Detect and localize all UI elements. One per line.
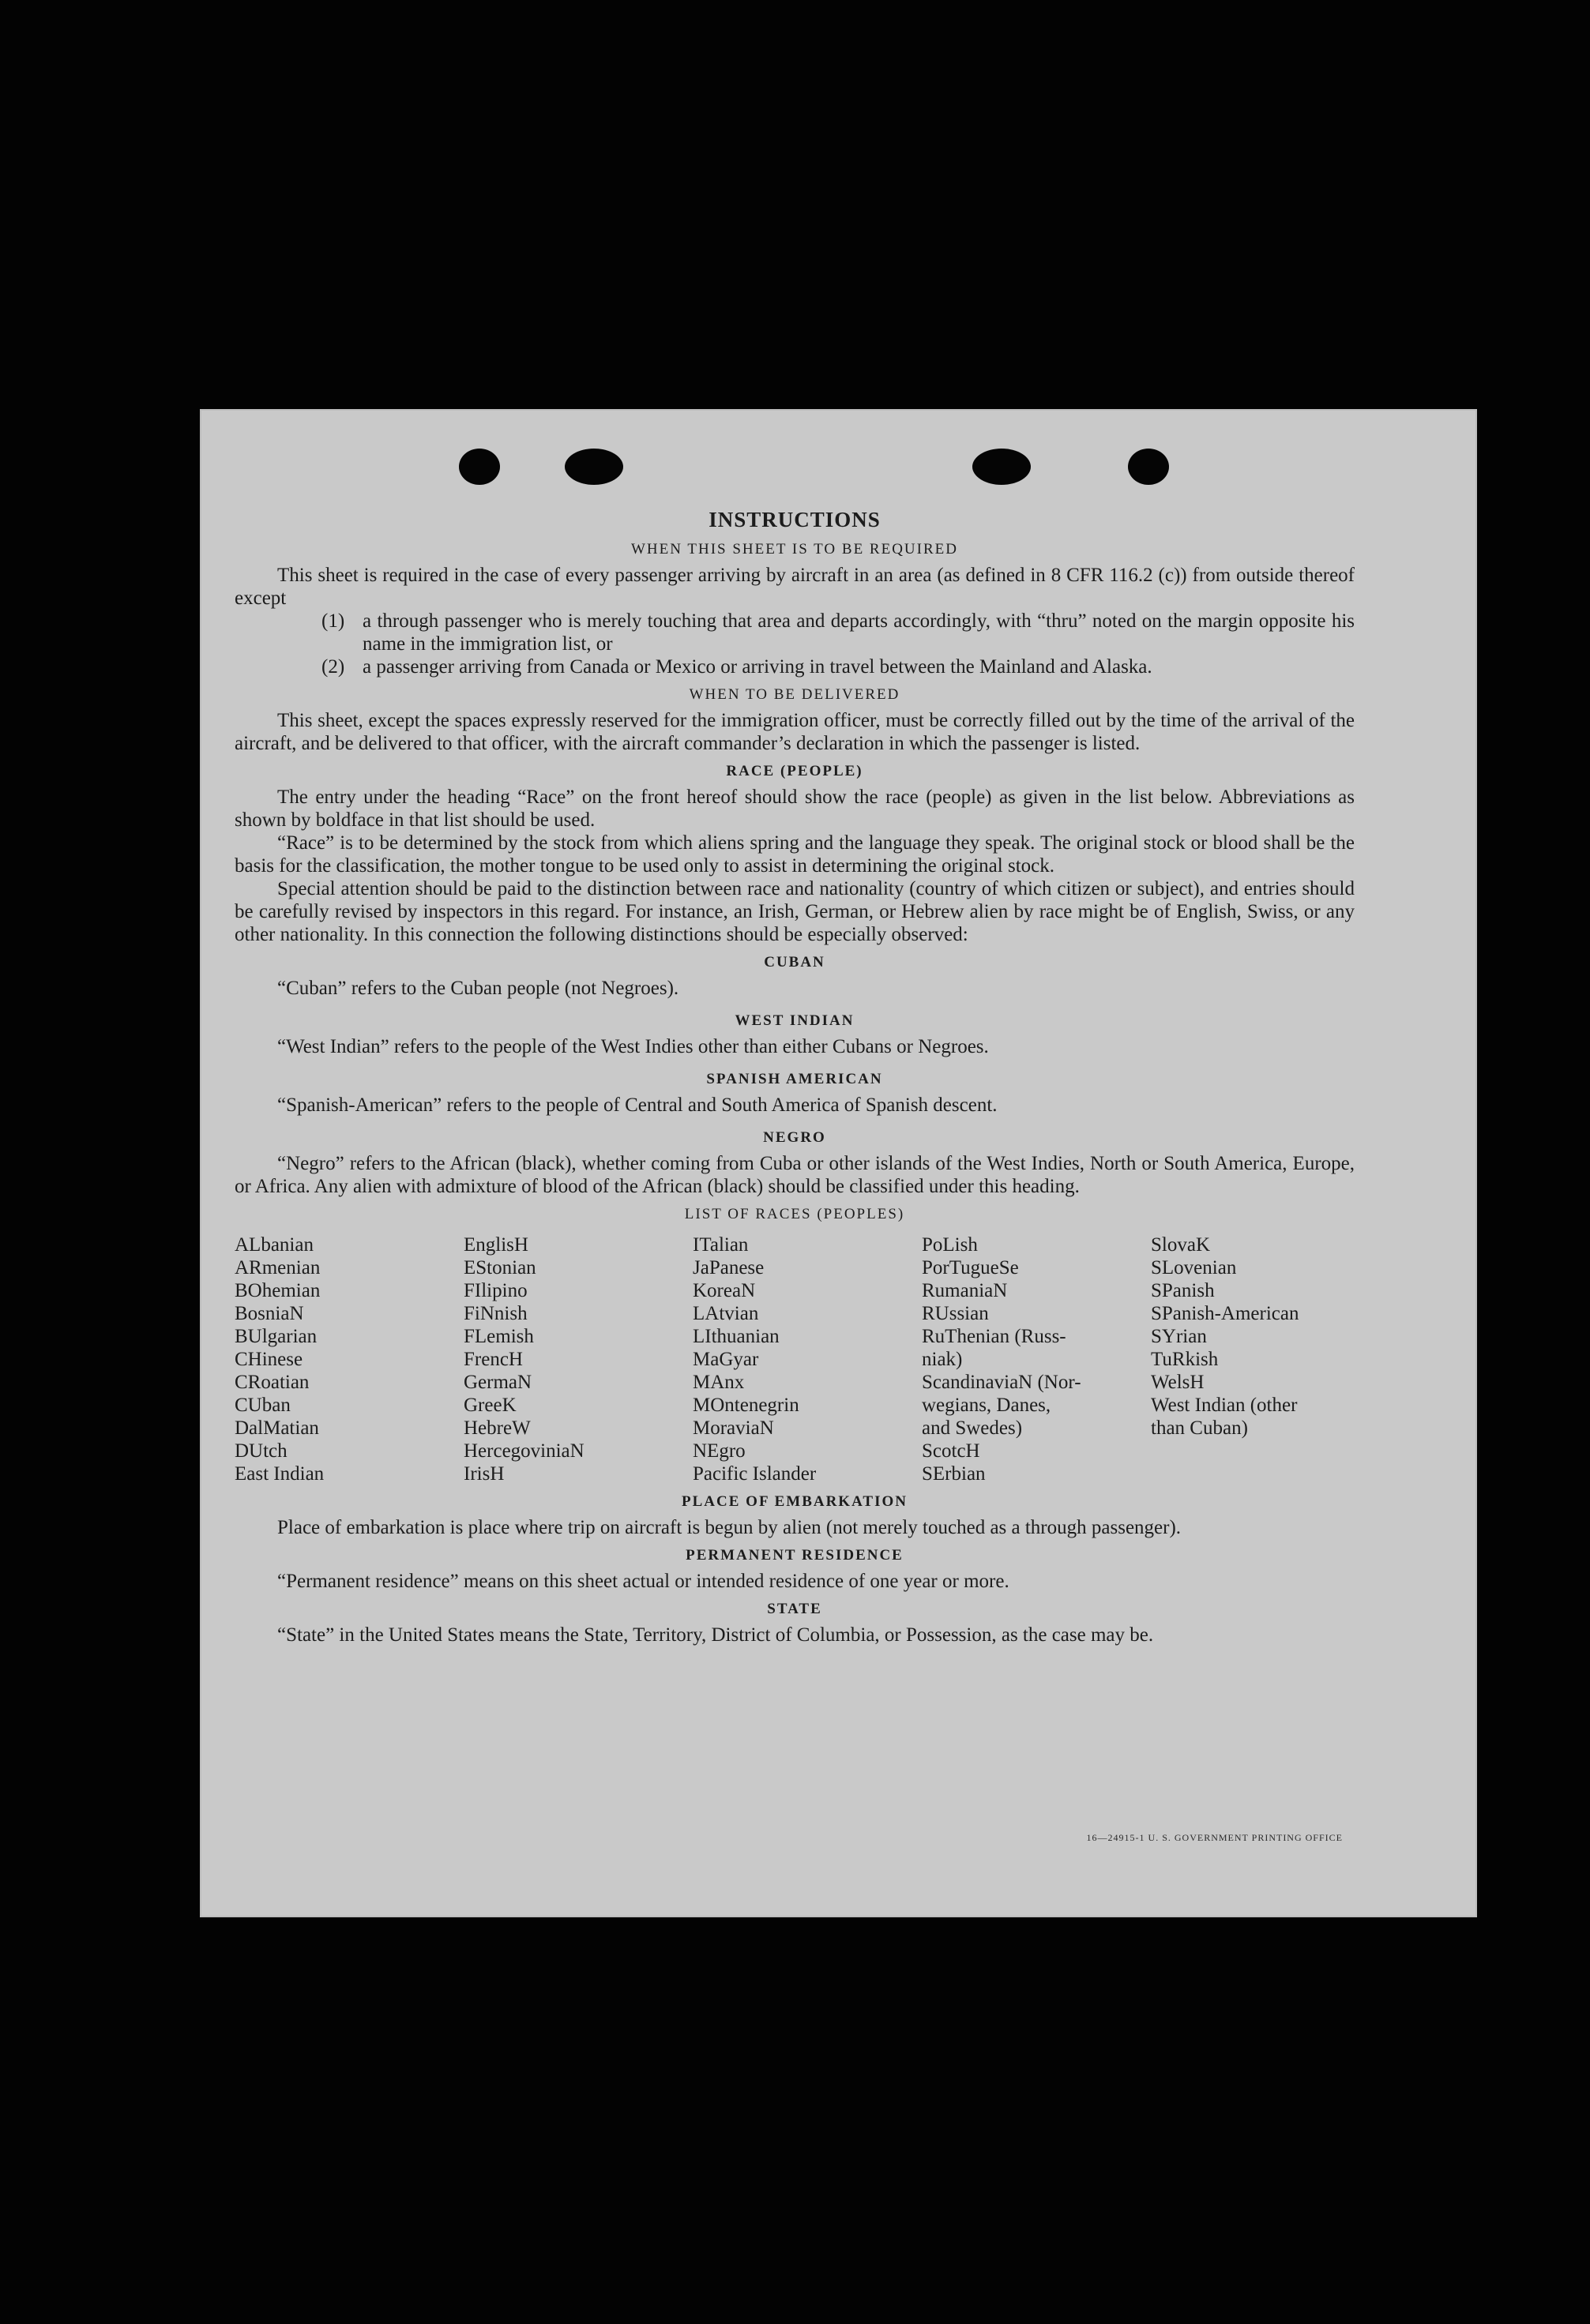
race-entry: DalMatian [235,1417,319,1439]
race-entry: ScandinaviaN (Nor- [922,1372,1081,1393]
residence-text: “Permanent residence” means on this sheet actual or intended residence of one year or more. [277,1571,1009,1592]
race-entry: BOhemian [235,1280,321,1301]
race-entry: KoreaN [693,1280,756,1301]
section-heading-required: WHEN THIS SHEET IS TO BE REQUIRED [631,541,958,558]
race-entry: FIlipino [464,1280,528,1301]
race-entry: FiNnish [464,1303,528,1324]
race-entry: ScotcH [922,1440,980,1462]
race-entry: EStonian [464,1257,536,1278]
exception-number: (1) [321,610,345,632]
race-paragraph: Special attention should be paid to the distinction between race and nationality (country of which citizen or subject), and entries should be carefully revised by inspectors in this regard. For instance, an Irish, German, or Hebrew alien by race might be of English, Swiss, or any other nationality. In this connection the following distinctions should be especially observed: [235,878,1355,945]
races-column [464,1233,693,1485]
race-entry: RumaniaN [922,1280,1008,1301]
race-entry: Pacific Islander [693,1463,817,1485]
race-entry: SlovaK [1151,1234,1210,1256]
race-entry: SLovenian [1151,1257,1237,1278]
races-column [693,1233,922,1485]
race-entry: RUssian [922,1303,989,1324]
exception-text: a through passenger who is merely touching that area and departs accordingly, with “thru” noted on the margin opposite his name in the immigration list, or [363,610,1355,655]
exception-number: (2) [321,656,345,678]
race-paragraph: “Race” is to be determined by the stock from which aliens spring and the language they speak. The original stock or blood shall be the basis for the classification, the mother tongue to be used only to assist in determining the original stock. [235,832,1355,877]
race-entry: ALbanian [235,1234,314,1256]
exception-item [321,610,1355,655]
west-indian-text: “West Indian” refers to the people of the West Indies other than either Cubans or Negroes. [277,1036,989,1057]
race-entry: CRoatian [235,1372,310,1393]
race-entry: MoraviaN [693,1417,774,1439]
section-heading-race: RACE (PEOPLE) [726,763,863,779]
instructions-content [235,509,1355,1646]
required-intro: This sheet is required in the case of every passenger arriving by aircraft in an area (as defined in 8 CFR 116.2 (c)) from outside thereof except [235,565,1355,609]
race-entry: SYrian [1151,1326,1207,1347]
section-heading-residence: PERMANENT RESIDENCE [686,1547,904,1564]
section-heading-embarkation: PLACE OF EMBARKATION [682,1493,908,1510]
race-entry: wegians, Danes, [922,1395,1051,1416]
race-entry: LAtvian [693,1303,759,1324]
race-entry: IrisH [464,1463,505,1485]
race-paragraph: The entry under the heading “Race” on the front hereof should show the race (people) as given in the list below. Abbreviations as shown by boldface in that list should be used. [235,787,1355,831]
section-heading-negro: NEGRO [763,1129,826,1146]
negro-text: “Negro” refers to the African (black), whether coming from Cuba or other islands of the West Indies, North or South America, Europe, or Africa. Any alien with admixture of blood of the African (black) should be classified under this heading. [235,1153,1355,1197]
races-column [235,1233,464,1485]
race-entry: DUtch [235,1440,288,1462]
race-entry: GermaN [464,1372,532,1393]
race-entry: PorTugueSe [922,1257,1019,1278]
race-entry: SErbian [922,1463,986,1485]
races-column [922,1233,1151,1485]
race-entry: ARmenian [235,1257,321,1278]
race-entry: LIthuanian [693,1326,780,1347]
race-entry: CUban [235,1395,291,1416]
race-entry: FrencH [464,1349,523,1370]
race-entry: FLemish [464,1326,534,1347]
race-entry: and Swedes) [922,1417,1023,1439]
race-entry: HercegoviniaN [464,1440,585,1462]
delivered-text: This sheet, except the spaces expressly reserved for the immigration officer, must be correctly filled out by the time of the arrival of the aircraft, and be delivered to that officer, with the aircraft commander’s declaration in which the passenger is listed. [235,710,1355,754]
embarkation-text: Place of embarkation is place where trip on aircraft is begun by alien (not merely touched as a through passenger). [277,1517,1182,1538]
page-title: INSTRUCTIONS [709,508,881,531]
punch-hole [459,449,500,485]
race-entry: PoLish [922,1234,978,1256]
race-entry: HebreW [464,1417,531,1439]
section-heading-races-list: LIST OF RACES (PEOPLES) [684,1206,905,1222]
race-entry: SPanish [1151,1280,1215,1301]
race-entry: East Indian [235,1463,325,1485]
races-list [235,1233,1355,1485]
race-entry: EnglisH [464,1234,528,1256]
section-heading-cuban: CUBAN [764,954,825,971]
punch-hole [565,449,623,485]
section-heading-west-indian: WEST INDIAN [735,1012,855,1029]
race-entry: niak) [922,1349,963,1370]
race-entry: WelsH [1151,1372,1205,1393]
printing-office-code: 16—24915-1 U. S. GOVERNMENT PRINTING OFFICE [1086,1832,1343,1843]
exception-text: a passenger arriving from Canada or Mexico or arriving in travel between the Mainland and Alaska. [363,656,1152,678]
races-column [1151,1233,1356,1485]
section-heading-state: STATE [767,1601,822,1617]
section-heading-delivered: WHEN TO BE DELIVERED [689,686,900,703]
spanish-american-text: “Spanish-American” refers to the people of Central and South America of Spanish descent. [277,1094,998,1116]
race-entry: West Indian (other [1151,1395,1298,1416]
state-text: “State” in the United States means the State, Territory, District of Columbia, or Possession, as the case may be. [277,1624,1154,1646]
punch-hole [1128,449,1169,485]
race-entry: MOntenegrin [693,1395,799,1416]
cuban-text: “Cuban” refers to the Cuban people (not Negroes). [277,978,679,999]
race-entry: GreeK [464,1395,517,1416]
race-entry: BUlgarian [235,1326,318,1347]
instruction-sheet [200,409,1477,1917]
race-entry: SPanish-American [1151,1303,1299,1324]
race-entry: MAnx [693,1372,745,1393]
race-entry: NEgro [693,1440,746,1462]
race-entry: TuRkish [1151,1349,1219,1370]
race-entry: MaGyar [693,1349,759,1370]
race-entry: JaPanese [693,1257,765,1278]
race-entry: BosniaN [235,1303,304,1324]
exception-item [321,655,1355,678]
race-entry: RuThenian (Russ- [922,1326,1066,1347]
section-heading-spanish-american: SPANISH AMERICAN [706,1071,883,1087]
race-entry: CHinese [235,1349,303,1370]
punch-hole [972,449,1031,485]
race-entry: ITalian [693,1234,749,1256]
race-entry: than Cuban) [1151,1417,1248,1439]
